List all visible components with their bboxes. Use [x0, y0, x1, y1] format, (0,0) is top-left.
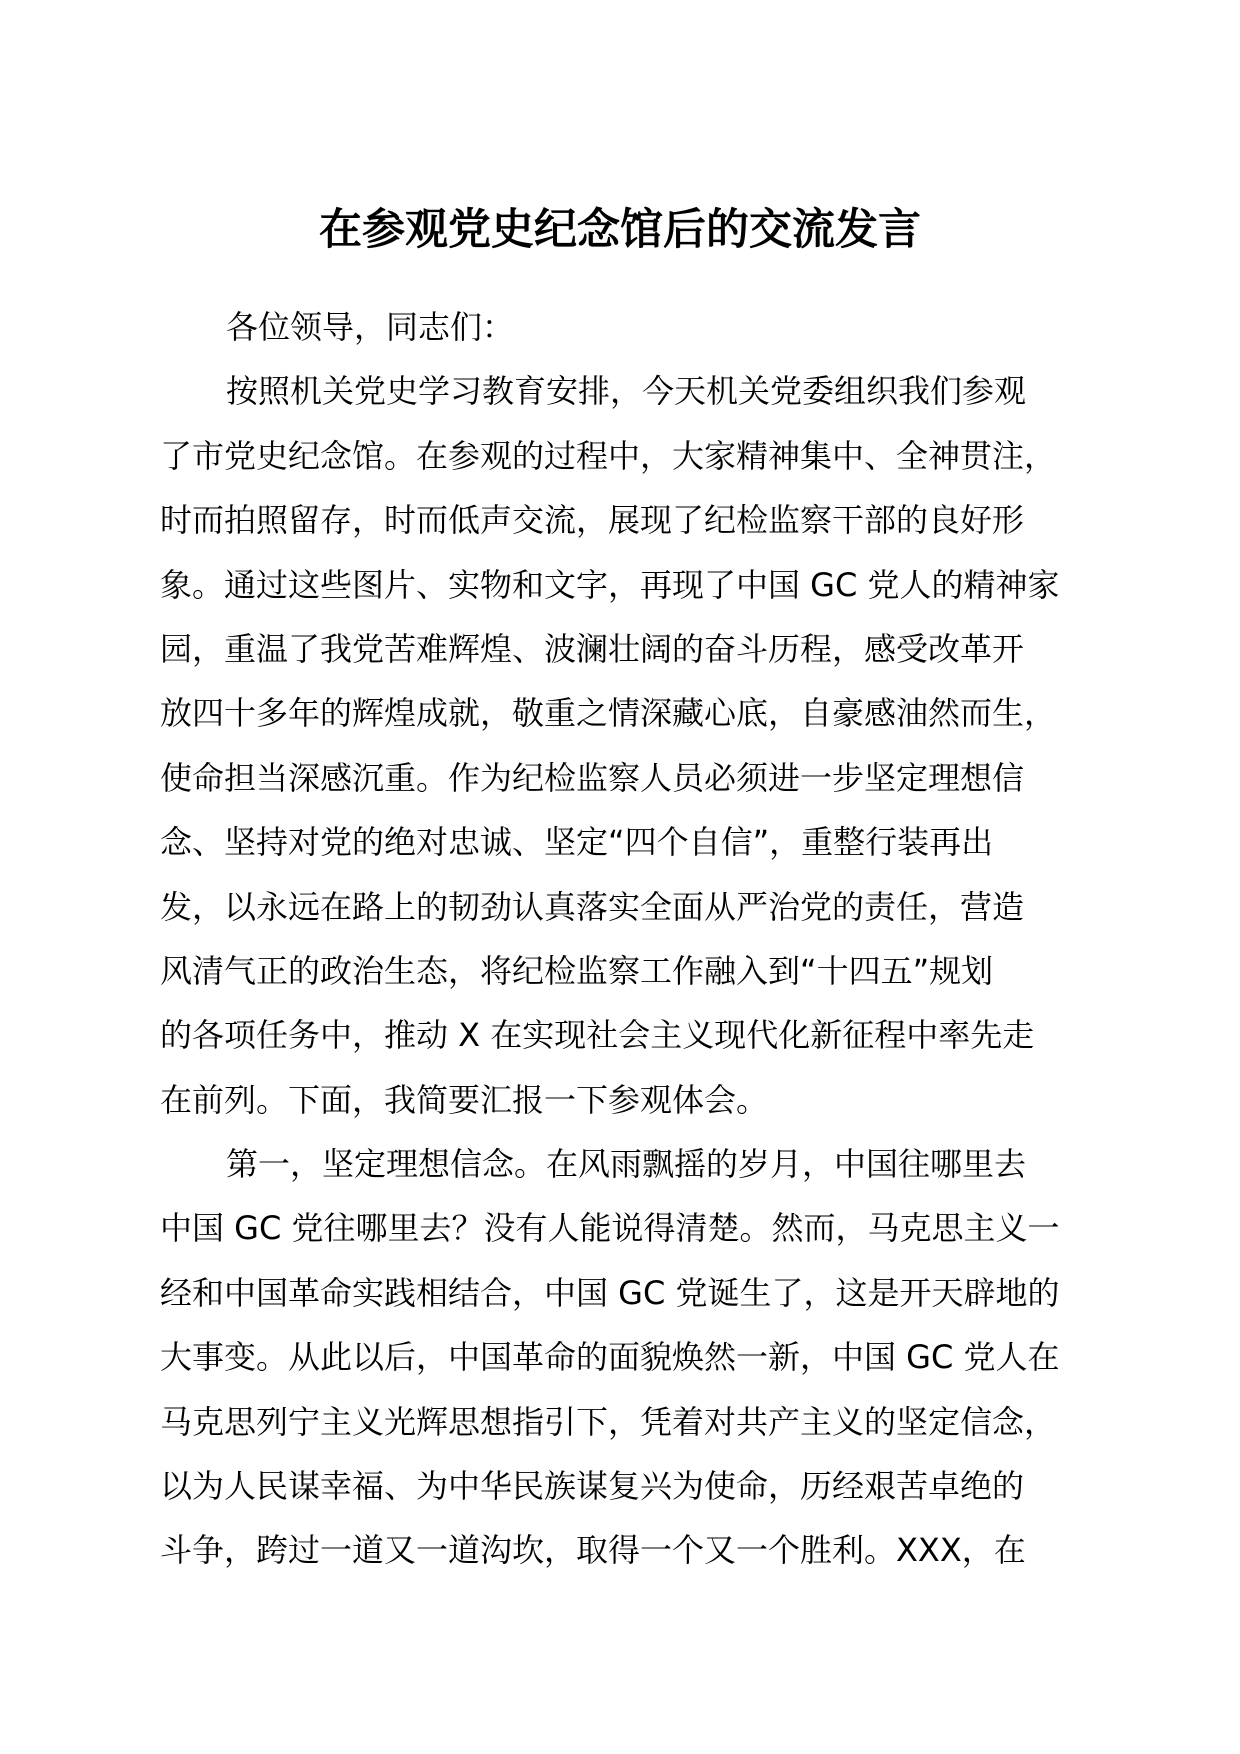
text-line: 念、坚持对党的绝对忠诚、坚定“四个自信”，重整行装再出: [160, 823, 994, 862]
document-body: [160, 295, 1120, 1583]
text-line: 风清气正的政治生态，将纪检监察工作融入到“十四五”规划: [160, 951, 994, 990]
text-line: 了市党史纪念馆。在参观的过程中，大家精神集中、全神贯注，: [160, 436, 1057, 475]
text-line: 使命担当深感沉重。作为纪检监察人员必须进一步坚定理想信: [160, 758, 1025, 797]
text-line: 各位领导，同志们：: [226, 308, 515, 346]
text-line: 按照机关党史学习教育安排，今天机关党委组织我们参观: [226, 372, 1027, 411]
text-line: 第一，坚定理想信念。在风雨飘摇的岁月，中国往哪里去: [226, 1145, 1027, 1184]
text-line: 马克思列宁主义光辉思想指引下，凭着对共产主义的坚定信念，: [160, 1402, 1057, 1441]
text-line: 在前列。下面，我简要汇报一下参观体会。: [160, 1080, 769, 1119]
text-line: 园，重温了我党苦难辉煌、波澜壮阔的奋斗历程，感受改革开: [160, 629, 1025, 668]
text-line: 的各项任务中，推动 X 在实现社会主义现代化新征程中率先走: [160, 1016, 1035, 1055]
text-line: 中国 GC 党往哪里去？没有人能说得清楚。然而，马克思主义一: [160, 1209, 1060, 1248]
text-line: 经和中国革命实践相结合，中国 GC 党诞生了，这是开天辟地的: [160, 1273, 1060, 1312]
text-line: 放四十多年的辉煌成就，敬重之情深藏心底，自豪感油然而生，: [160, 694, 1057, 733]
text-line: 斗争，跨过一道又一道沟坎，取得一个又一个胜利。XXX，在: [160, 1531, 1026, 1570]
text-line: 大事变。从此以后，中国革命的面貌焕然一新，中国 GC 党人在: [160, 1338, 1060, 1377]
text-line: 以为人民谋幸福、为中华民族谋复兴为使命，历经艰苦卓绝的: [160, 1467, 1025, 1506]
text-line: 象。通过这些图片、实物和文字，再现了中国 GC 党人的精神家: [160, 565, 1060, 604]
document-title: 在参观党史纪念馆后的交流发言: [319, 205, 921, 255]
text-line: 发，以永远在路上的韧劲认真落实全面从严治党的责任，营造: [160, 887, 1025, 926]
text-line: 时而拍照留存，时而低声交流，展现了纪检监察干部的良好形: [160, 501, 1025, 540]
